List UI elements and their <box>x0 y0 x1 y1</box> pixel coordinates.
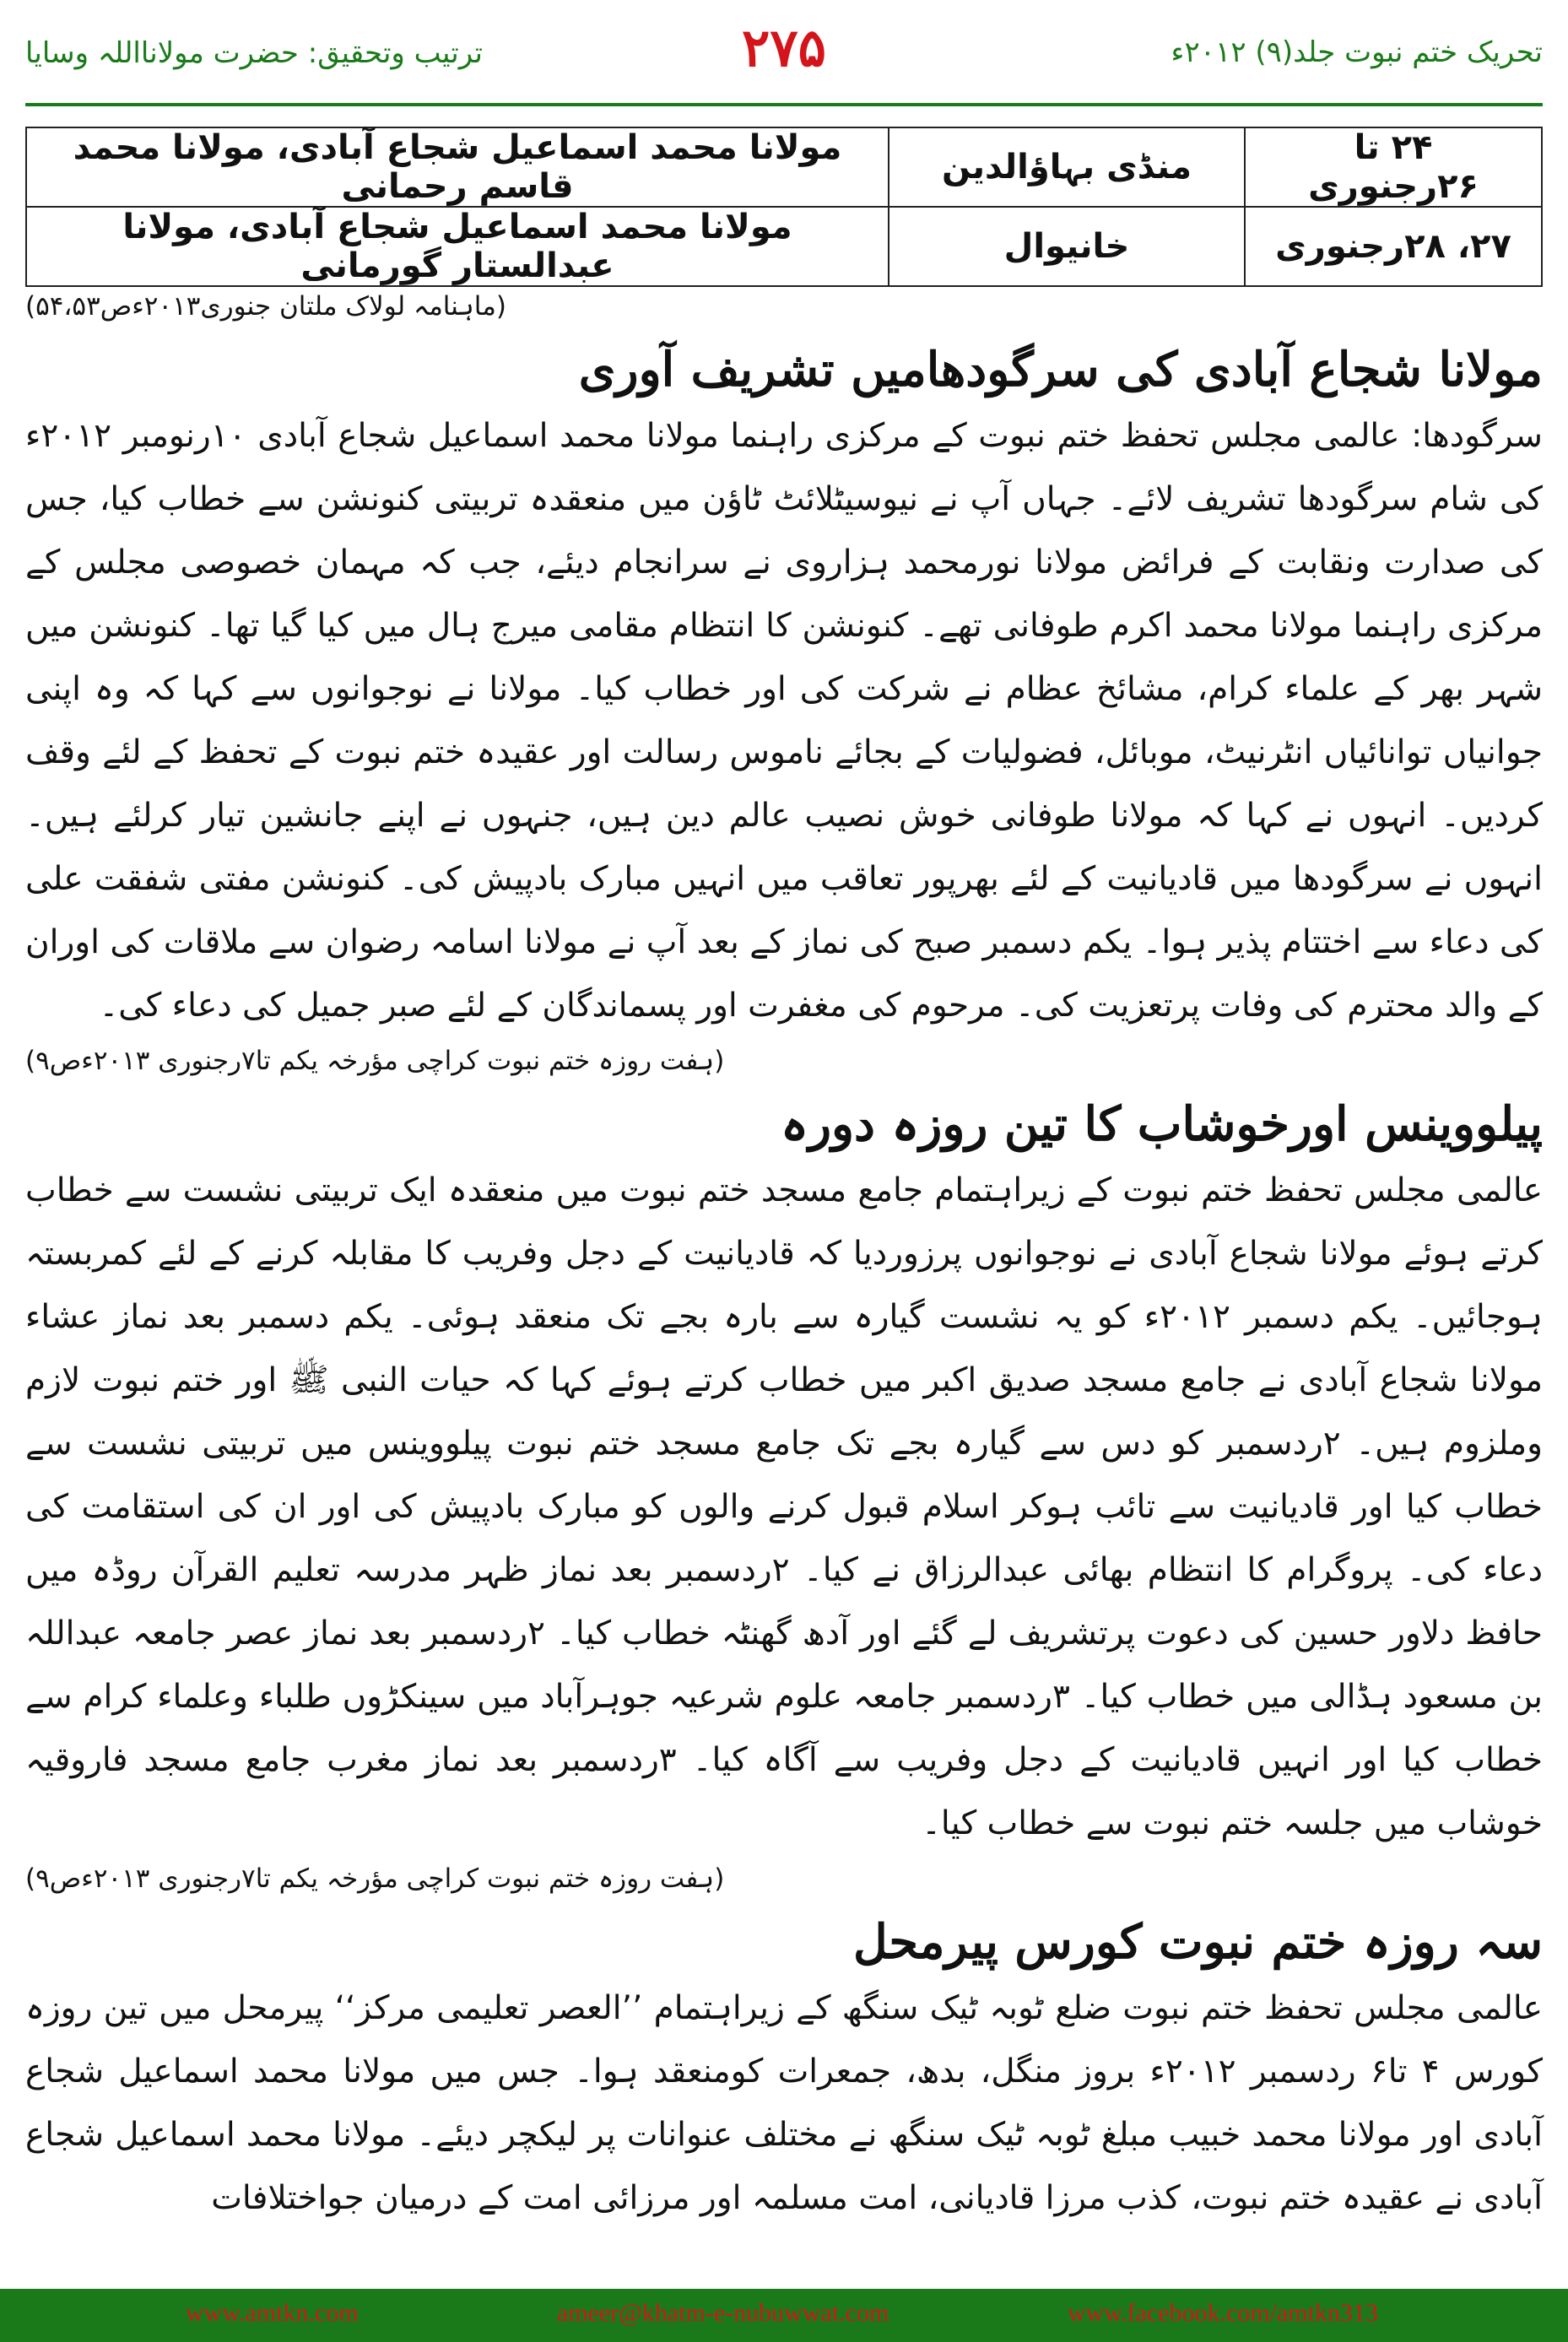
section-source: (ہفت روزہ ختم نبوت کراچی مؤرخہ یکم تا۷رجنوری ۲۰۱۳ءص۹) <box>25 1046 725 1076</box>
schedule-speakers: مولانا محمد اسماعیل شجاع آبادی، مولانا محمد قاسم رحمانی <box>26 127 889 207</box>
schedule-date: ۲۴ تا ۲۶رجنوری <box>1245 127 1542 207</box>
page-footer <box>0 2289 1568 2342</box>
schedule-speakers: مولانا محمد اسماعیل شجاع آبادی، مولانا عبدالستار گورمانی <box>26 207 889 286</box>
footer-email-link[interactable]: ameer@khatm-e-nubuwwat.com <box>557 2299 889 2327</box>
section-heading: پیلووینس اورخوشاب کا تین روزہ دورہ <box>781 1096 1543 1152</box>
table-row <box>26 207 1542 286</box>
schedule-source: (ماہنامہ لولاک ملتان جنوری۲۰۱۳ءص۵۴،۵۳) <box>25 291 506 322</box>
schedule-place: خانیوال <box>889 207 1245 286</box>
article-body <box>25 283 1543 2230</box>
schedule-date: ۲۷، ۲۸رجنوری <box>1245 207 1542 286</box>
section-paragraph: عالمی مجلس تحفظ ختم نبوت کے زیراہتمام جامع مسجد ختم نبوت میں منعقدہ ایک تربیتی نشست سے خطاب کرتے ہوئے مولانا شجاع آبادی نے نوجوانوں پرزوردیا کہ قادیانیت کے دجل وفریب کا مقابلہ کرنے کے لئے کمربستہ ہوجائیں۔ یکم دسمبر ۲۰۱۲ء کو یہ نشست گیارہ سے بارہ بجے تک منعقد ہوئی۔ یکم دسمبر بعد نماز عشاء مولانا شجاع آبادی نے جامع مسجد صدیق اکبر میں خطاب کرتے ہوئے کہا کہ حیات النبی ﷺ اور ختم نبوت لازم وملزوم ہیں۔ ۲ردسمبر کو دس سے گیارہ بجے تک جامع مسجد ختم نبوت پیلووینس میں تربیتی نشست سے خطاب کیا اور قادیانیت سے تائب ہوکر اسلام قبول کرنے والوں کو مبارک بادپیش کی اور ان کی استقامت کی دعاء کی۔ پروگرام کا انتظام بھائی عبدالرزاق نے کیا۔ ۲ردسمبر بعد نماز ظہر مدرسہ تعلیم القرآن روڈہ میں حافظ دلاور حسین کی دعوت پرتشریف لے گئے اور آدھ گھنٹہ خطاب کیا۔ ۲ردسمبر بعد نماز عصر جامعہ عبداللہ بن مسعود ہڈالی میں خطاب کیا۔ ۳ردسمبر جامعہ علوم شرعیہ جوہرآباد میں سینکڑوں طلباء وعلماء کرام سے خطاب کیا اور انہیں قادیانیت کے دجل وفریب سے آگاہ کیا۔ ۳ردسمبر بعد نماز مغرب جامع مسجد فاروقیہ خوشاب میں جلسہ ختم نبوت سے خطاب کیا۔ <box>25 1171 1544 1842</box>
schedule-place: منڈی بہاؤالدین <box>889 127 1245 207</box>
section-source: (ہفت روزہ ختم نبوت کراچی مؤرخہ یکم تا۷رجنوری ۲۰۱۳ءص۹) <box>25 1863 725 1894</box>
section-heading: سہ روزہ ختم نبوت کورس پیرمحل <box>852 1914 1543 1970</box>
header-divider <box>25 103 1543 106</box>
section-heading: مولانا شجاع آبادی کی سرگودھامیں تشریف آوری <box>578 342 1543 398</box>
section-paragraph: عالمی مجلس تحفظ ختم نبوت ضلع ٹوبہ ٹیک سنگھ کے زیراہتمام ’’العصر تعلیمی مرکز‘‘ پیرمحل میں تین روزہ کورس ۴ تا۶ ردسمبر ۲۰۱۲ء بروز منگل، بدھ، جمعرات کومنعقد ہوا۔ جس میں مولانا محمد اسماعیل شجاع آبادی اور مولانا محمد خبیب مبلغ ٹوبہ ٹیک سنگھ نے مختلف عنوانات پر لیکچر دیئے۔ مولانا محمد اسماعیل شجاع آبادی نے عقیدہ ختم نبوت، کذب مرزا قادیانی، امت مسلمہ اور مرزائی امت کے درمیان جواختلافات <box>25 1989 1543 2217</box>
schedule-table <box>25 127 1543 287</box>
book-title: تحریک ختم نبوت جلد(۹) ۲۰۱۲ء <box>1171 35 1543 69</box>
page-number: ۲۷۵ <box>742 17 826 78</box>
footer-website-link[interactable]: www.amtkn.com <box>186 2299 359 2327</box>
table-row <box>26 127 1542 207</box>
compiler-credit: ترتیب وتحقیق: حضرت مولانااللہ وسایا <box>25 36 483 70</box>
page-header <box>25 17 1543 93</box>
section-paragraph: سرگودھا: عالمی مجلس تحفظ ختم نبوت کے مرکزی راہنما مولانا محمد اسماعیل شجاع آبادی ۱۰رنومبر ۲۰۱۲ء کی شام سرگودھا تشریف لائے۔ جہاں آپ نے نیوسیٹلائٹ ٹاؤن میں منعقدہ تربیتی کنونشن سے خطاب کیا، جس کی صدارت ونقابت کے فرائض مولانا نورمحمد ہزاروی نے سرانجام دیئے، جب کہ مہمان خصوصی مجلس کے مرکزی راہنما مولانا محمد اکرم طوفانی تھے۔ کنونشن کا انتظام مقامی میرج ہال میں کیا گیا تھا۔ کنونشن میں شہر بھر کے علماء کرام، مشائخ عظام نے شرکت کی اور خطاب کیا۔ مولانا نے نوجوانوں سے کہا کہ وہ اپنی جوانیاں توانائیاں انٹرنیٹ، موبائل، فضولیات کے بجائے ناموس رسالت اور عقیدہ ختم نبوت کے تحفظ کے لئے وقف کردیں۔ انہوں نے کہا کہ مولانا طوفانی خوش نصیب عالم دین ہیں، جنہوں نے اپنے جانشین تیار کرلئے ہیں۔ انہوں نے سرگودھا میں قادیانیت کے لئے بھرپور تعاقب میں انہیں مبارک بادپیش کی۔ کنونشن مفتی شفقت علی کی دعاء سے اختتام پذیر ہوا۔ یکم دسمبر صبح کی نماز کے بعد آپ نے مولانا اسامہ رضوان سے ملاقات کی اوران کے والد محترم کی وفات پرتعزیت کی۔ مرحوم کی مغفرت اور پسماندگان کے لئے صبر جمیل کی دعاء کی۔ <box>25 417 1543 1025</box>
footer-facebook-link[interactable]: www.facebook.com/amtkn313 <box>1068 2299 1378 2327</box>
